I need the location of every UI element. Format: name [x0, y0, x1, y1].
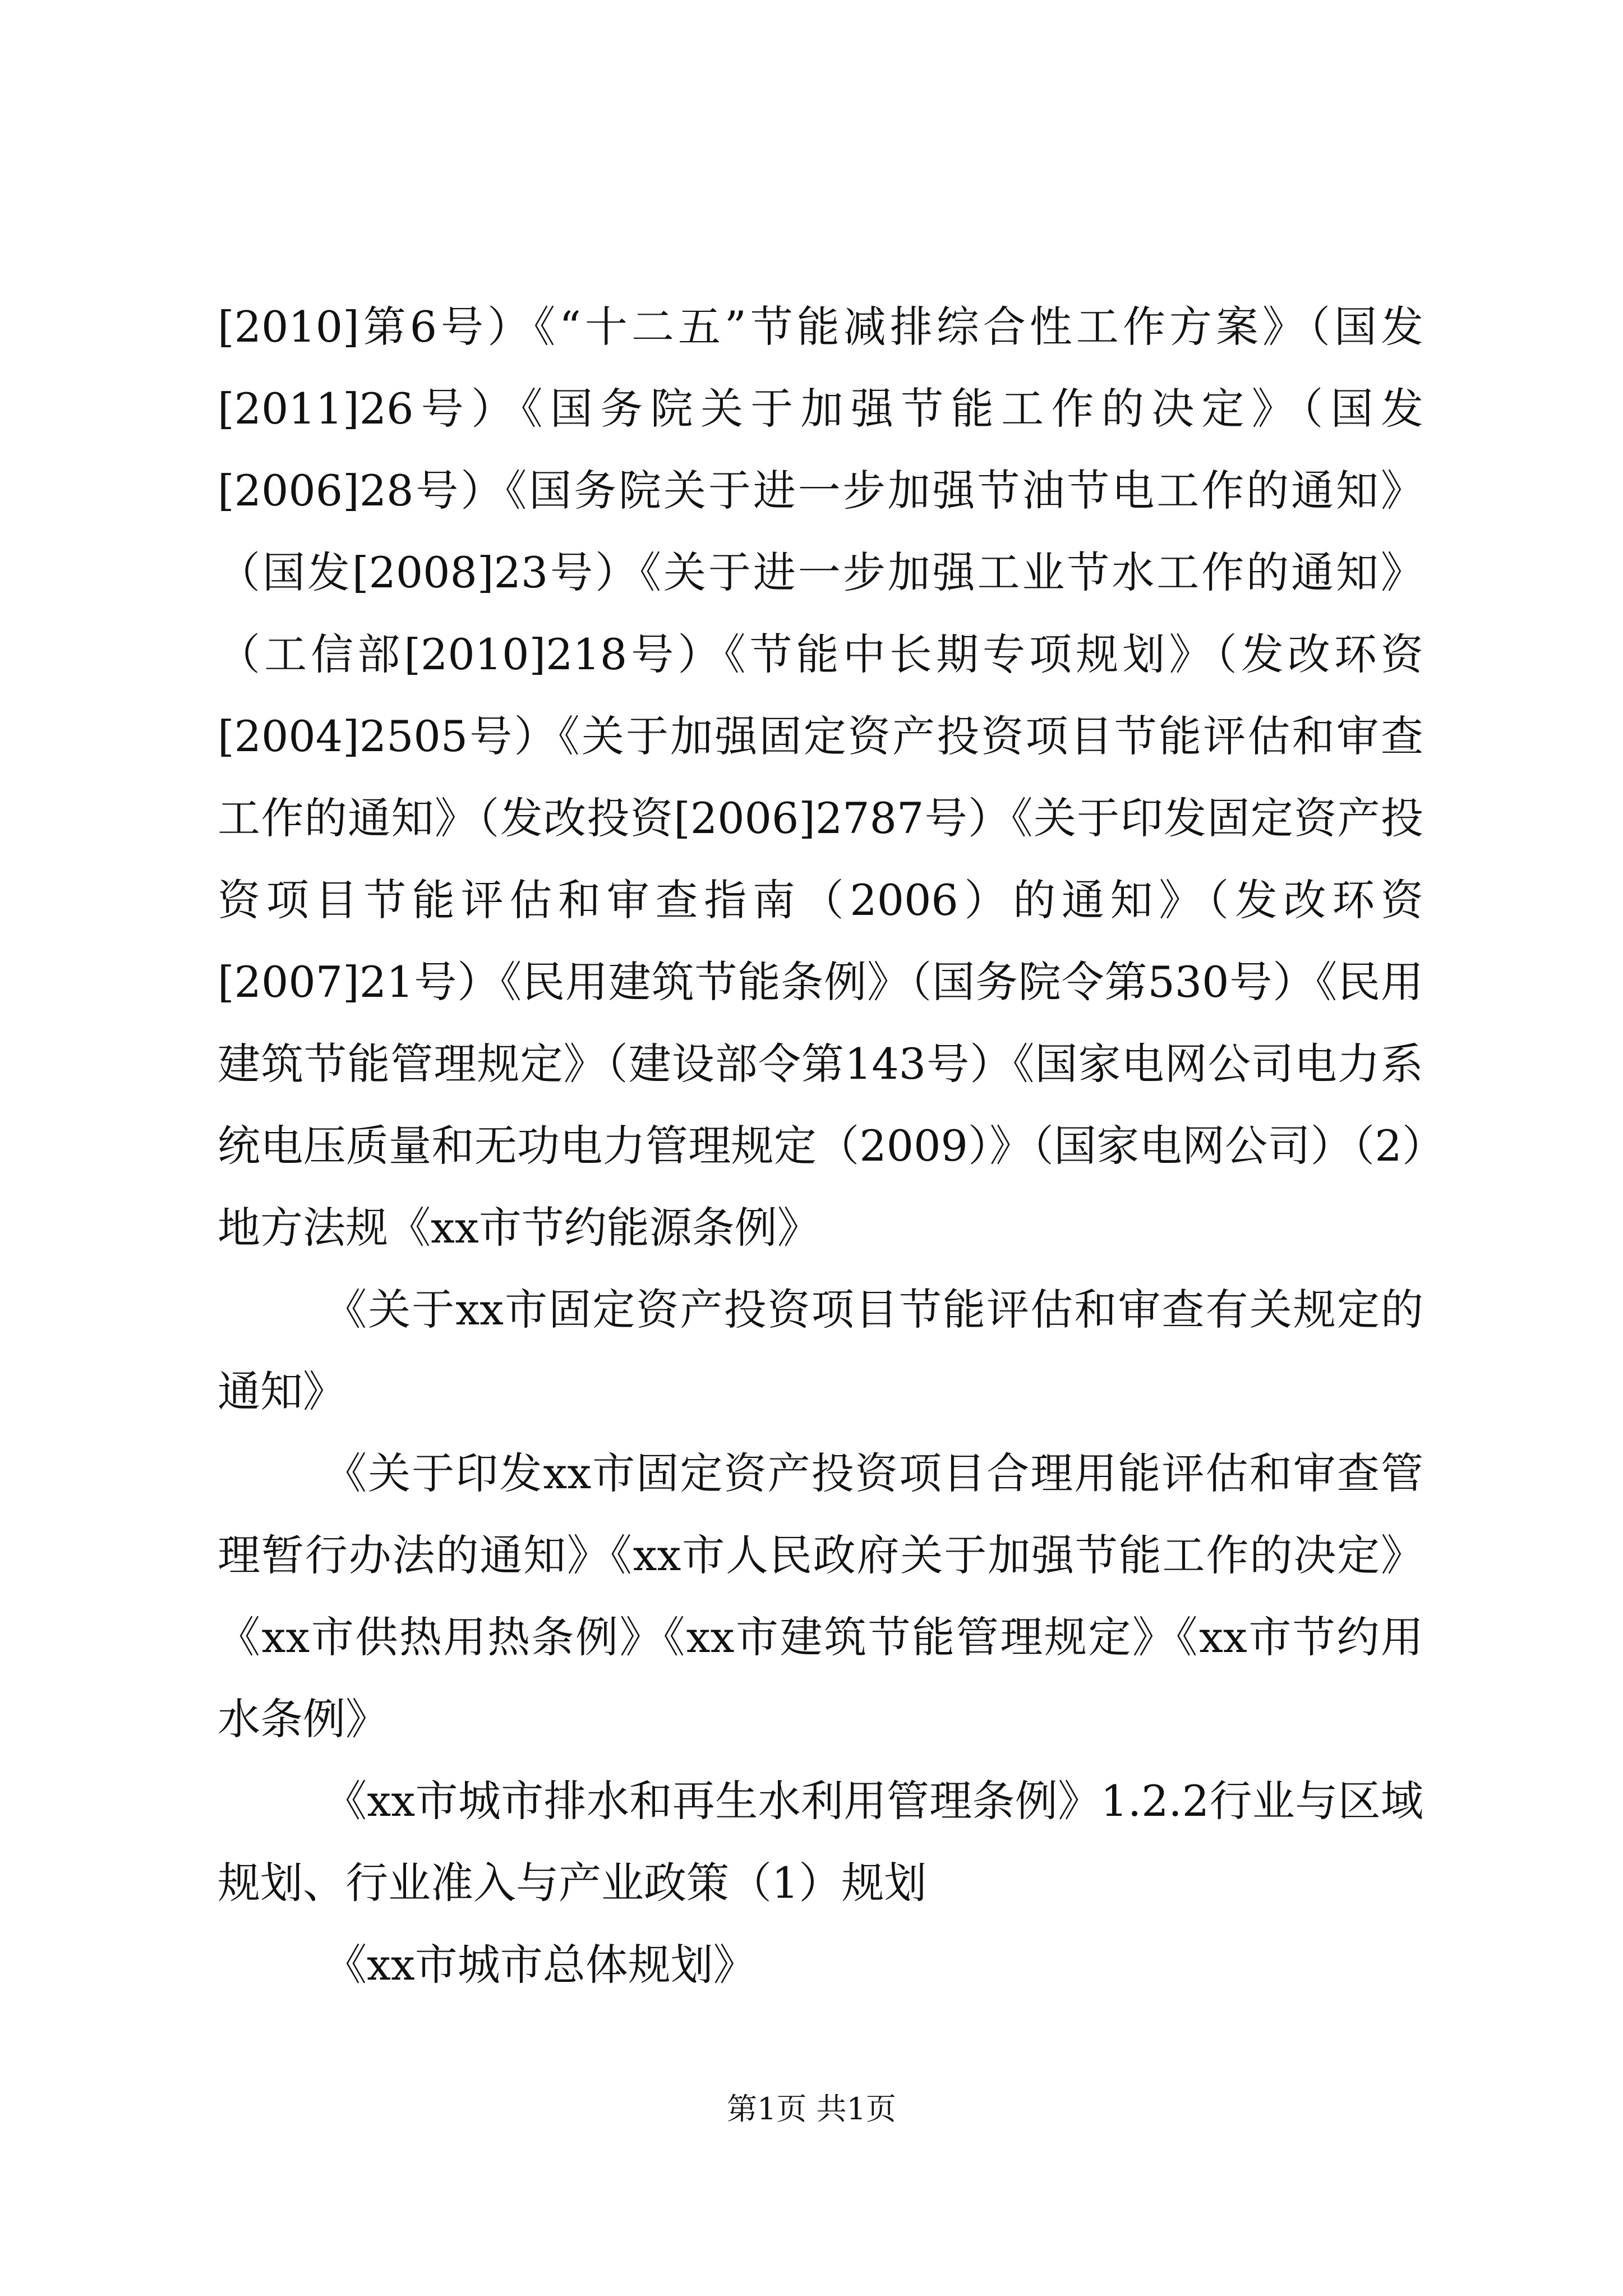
paragraph-2: 《关于xx市固定资产投资项目节能评估和审查有关规定的通知》 [218, 1285, 1423, 1416]
paragraph-1: [2010]第6号）《“十二五”节能减排综合性工作方案》（国发[2011]26号）《国务院关于加强节能工作的决定》（国发[2006]28号）《国务院关于进一步加强节油节电工作的通知》（国发[2008]23号）《关于进一步加强工业节水工作的通知》（工信部[2010]218号）《节能中长期专项规划》（发改环资[2004]2505号）《关于加强固定资产投资项目节能评估和审查工作的通知》（发改投资[2006]2787号）《关于印发固定资产投资项目节能评估和审查指南（2006）的通知》（发改环资[2007]21号）《民用建筑节能条例》（国务院令第530号）《民用建筑节能管理规定》（建设部令第143号）《国家电网公司电力系统电压质量和无功电力管理规定（2009）》（国家电网公司）（2）地方法规《xx市节约能源条例》 [218, 302, 1423, 1253]
paragraph-4: 《xx市城市排水和再生水利用管理条例》1.2.2行业与区域规划、行业准入与产业政策（1）规划 [218, 1776, 1423, 1908]
page-footer: 第1页 共1页 [727, 2091, 896, 2127]
document-body [218, 286, 1423, 2006]
paragraph-5: 《xx市城市总体规划》 [324, 1940, 756, 1990]
paragraph-3: 《关于印发xx市固定资产投资项目合理用能评估和审查管理暂行办法的通知》《xx市人民政府关于加强节能工作的决定》《xx市供热用热条例》《xx市建筑节能管理规定》《xx市节约用水条例》 [218, 1448, 1423, 1744]
